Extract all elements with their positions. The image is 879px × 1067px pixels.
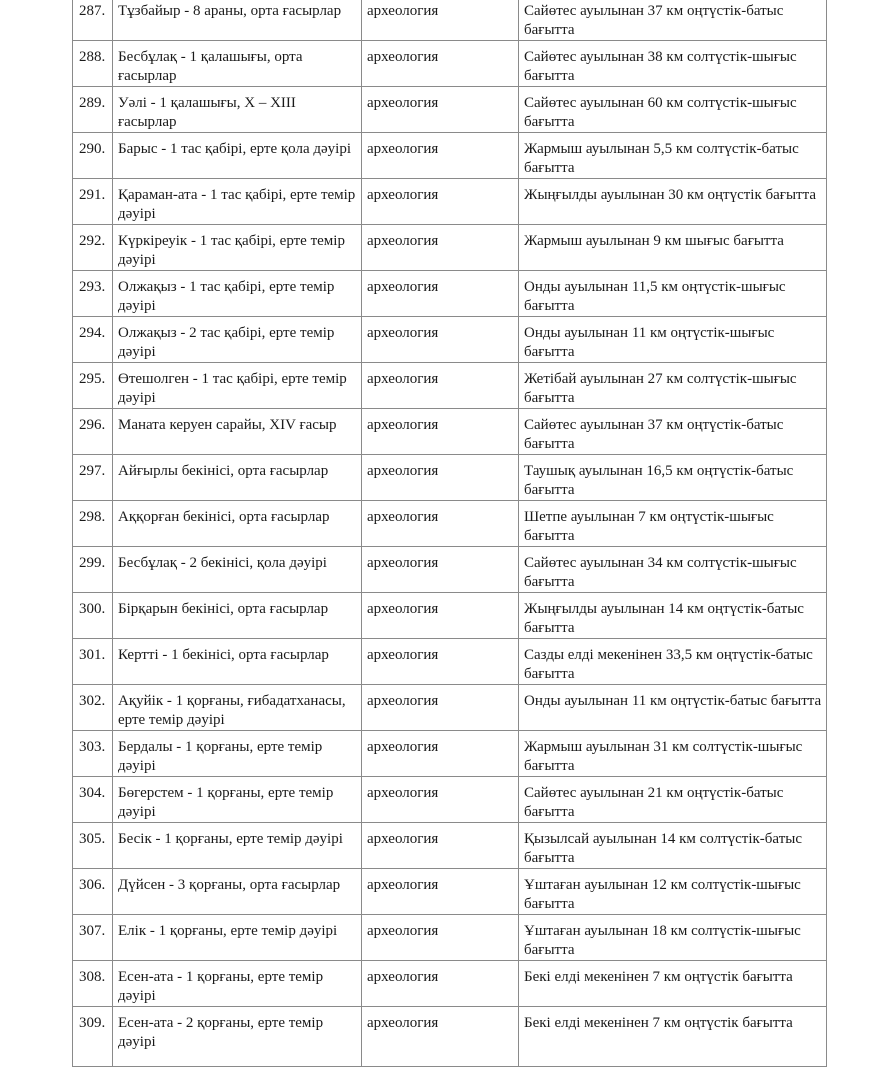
monument-name: Тұзбайыр - 8 араны, орта ғасырлар (113, 0, 362, 41)
table-row (73, 225, 827, 271)
monument-type: археология (362, 41, 519, 87)
monument-name: Олжақыз - 1 тас қабірі, ерте темір дәуірі (113, 271, 362, 317)
monument-location: Онды ауылынан 11 км оңтүстік-шығыс бағытта (519, 317, 827, 363)
monument-name: Бесбұлақ - 2 бекінісі, қола дәуірі (113, 547, 362, 593)
monument-type: археология (362, 317, 519, 363)
monument-location: Жармыш ауылынан 5,5 км солтүстік-батыс бағытта (519, 133, 827, 179)
row-number: 302. (73, 685, 113, 731)
table-body (73, 0, 827, 1067)
table-row (73, 455, 827, 501)
monument-location: Онды ауылынан 11,5 км оңтүстік-шығыс бағытта (519, 271, 827, 317)
monument-type: археология (362, 593, 519, 639)
monument-location: Жармыш ауылынан 9 км шығыс бағытта (519, 225, 827, 271)
monument-type: археология (362, 915, 519, 961)
monument-name: Бірқарын бекінісі, орта ғасырлар (113, 593, 362, 639)
table-row (73, 639, 827, 685)
monuments-table (72, 0, 827, 1067)
table-row (73, 731, 827, 777)
monument-location: Сайөтес ауылынан 60 км солтүстік-шығыс бағытта (519, 87, 827, 133)
row-number: 305. (73, 823, 113, 869)
row-number: 294. (73, 317, 113, 363)
monument-name: Есен-ата - 2 қорғаны, ерте темір дәуірі (113, 1007, 362, 1067)
table-row (73, 41, 827, 87)
monument-name: Уәлі - 1 қалашығы, X – XIII ғасырлар (113, 87, 362, 133)
row-number: 293. (73, 271, 113, 317)
monument-name: Айғырлы бекінісі, орта ғасырлар (113, 455, 362, 501)
monument-location: Сайөтес ауылынан 38 км солтүстік-шығыс бағытта (519, 41, 827, 87)
table-row (73, 0, 827, 41)
table-row (73, 547, 827, 593)
monument-name: Бөгерстем - 1 қорғаны, ерте темір дәуірі (113, 777, 362, 823)
row-number: 289. (73, 87, 113, 133)
monument-name: Маната керуен сарайы, XIV ғасыр (113, 409, 362, 455)
monument-name: Барыс - 1 тас қабірі, ерте қола дәуірі (113, 133, 362, 179)
monument-location: Қызылсай ауылынан 14 км солтүстік-батыс бағытта (519, 823, 827, 869)
monument-name: Олжақыз - 2 тас қабірі, ерте темір дәуірі (113, 317, 362, 363)
monument-type: археология (362, 547, 519, 593)
monument-name: Аққорған бекінісі, орта ғасырлар (113, 501, 362, 547)
monument-type: археология (362, 179, 519, 225)
monument-location: Бекі елді мекенінен 7 км оңтүстік бағытта (519, 961, 827, 1007)
monument-type: археология (362, 501, 519, 547)
monument-name: Кертті - 1 бекінісі, орта ғасырлар (113, 639, 362, 685)
table-row (73, 179, 827, 225)
table-row (73, 823, 827, 869)
row-number: 304. (73, 777, 113, 823)
monument-type: археология (362, 133, 519, 179)
monument-type: археология (362, 0, 519, 41)
row-number: 295. (73, 363, 113, 409)
monument-location: Жыңғылды ауылынан 30 км оңтүстік бағытта (519, 179, 827, 225)
monument-name: Бердалы - 1 қорғаны, ерте темір дәуірі (113, 731, 362, 777)
monument-type: археология (362, 961, 519, 1007)
table-row (73, 869, 827, 915)
monument-location: Жармыш ауылынан 31 км солтүстік-шығыс бағытта (519, 731, 827, 777)
table-row (73, 961, 827, 1007)
monument-type: археология (362, 455, 519, 501)
table-row (73, 363, 827, 409)
monument-location: Таушық ауылынан 16,5 км оңтүстік-батыс бағытта (519, 455, 827, 501)
monument-type: археология (362, 87, 519, 133)
monument-name: Күркіреуік - 1 тас қабірі, ерте темір дәуірі (113, 225, 362, 271)
monument-type: археология (362, 777, 519, 823)
monument-name: Дүйсен - 3 қорғаны, орта ғасырлар (113, 869, 362, 915)
monument-location: Сайөтес ауылынан 37 км оңтүстік-батыс бағытта (519, 409, 827, 455)
monument-type: археология (362, 409, 519, 455)
row-number: 307. (73, 915, 113, 961)
row-number: 308. (73, 961, 113, 1007)
monument-location: Бекі елді мекенінен 7 км оңтүстік бағытта (519, 1007, 827, 1067)
table-row (73, 593, 827, 639)
row-number: 291. (73, 179, 113, 225)
table-row (73, 317, 827, 363)
monument-name: Қараман-ата - 1 тас қабірі, ерте темір дәуірі (113, 179, 362, 225)
row-number: 297. (73, 455, 113, 501)
monument-location: Онды ауылынан 11 км оңтүстік-батыс бағытта (519, 685, 827, 731)
monument-location: Жыңғылды ауылынан 14 км оңтүстік-батыс бағытта (519, 593, 827, 639)
row-number: 309. (73, 1007, 113, 1067)
row-number: 296. (73, 409, 113, 455)
monument-type: археология (362, 271, 519, 317)
row-number: 292. (73, 225, 113, 271)
monument-name: Бесік - 1 қорғаны, ерте темір дәуірі (113, 823, 362, 869)
monument-location: Ұштаған ауылынан 12 км солтүстік-шығыс бағытта (519, 869, 827, 915)
monument-name: Ақуйік - 1 қорғаны, ғибадатханасы, ерте темір дәуірі (113, 685, 362, 731)
monument-location: Шетпе ауылынан 7 км оңтүстік-шығыс бағытта (519, 501, 827, 547)
monument-location: Сазды елді мекенінен 33,5 км оңтүстік-батыс бағытта (519, 639, 827, 685)
monument-name: Есен-ата - 1 қорғаны, ерте темір дәуірі (113, 961, 362, 1007)
monument-type: археология (362, 639, 519, 685)
monument-name: Өтешолген - 1 тас қабірі, ерте темір дәуірі (113, 363, 362, 409)
row-number: 303. (73, 731, 113, 777)
monument-type: археология (362, 731, 519, 777)
table-row (73, 1007, 827, 1067)
row-number: 300. (73, 593, 113, 639)
monument-type: археология (362, 225, 519, 271)
monument-location: Жетібай ауылынан 27 км солтүстік-шығыс бағытта (519, 363, 827, 409)
monument-location: Сайөтес ауылынан 34 км солтүстік-шығыс бағытта (519, 547, 827, 593)
table-row (73, 915, 827, 961)
monument-location: Ұштаған ауылынан 18 км солтүстік-шығыс бағытта (519, 915, 827, 961)
table-row (73, 777, 827, 823)
monument-type: археология (362, 363, 519, 409)
monument-name: Елік - 1 қорғаны, ерте темір дәуірі (113, 915, 362, 961)
table-row (73, 271, 827, 317)
monument-location: Сайөтес ауылынан 21 км оңтүстік-батыс бағытта (519, 777, 827, 823)
row-number: 299. (73, 547, 113, 593)
monument-type: археология (362, 685, 519, 731)
row-number: 290. (73, 133, 113, 179)
monument-location: Сайөтес ауылынан 37 км оңтүстік-батыс бағытта (519, 0, 827, 41)
row-number: 288. (73, 41, 113, 87)
table-row (73, 133, 827, 179)
monument-name: Бесбұлақ - 1 қалашығы, орта ғасырлар (113, 41, 362, 87)
row-number: 301. (73, 639, 113, 685)
table-row (73, 409, 827, 455)
table-row (73, 501, 827, 547)
table-row (73, 87, 827, 133)
monument-type: археология (362, 823, 519, 869)
row-number: 287. (73, 0, 113, 41)
table-row (73, 685, 827, 731)
monument-type: археология (362, 869, 519, 915)
document-page (72, 0, 826, 1067)
row-number: 298. (73, 501, 113, 547)
row-number: 306. (73, 869, 113, 915)
monument-type: археология (362, 1007, 519, 1067)
